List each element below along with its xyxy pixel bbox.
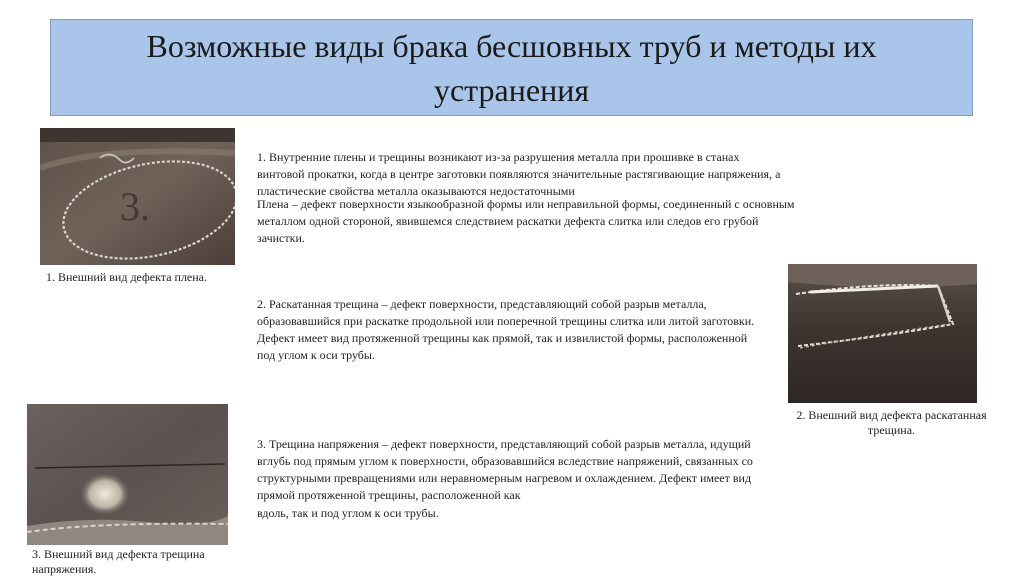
- paragraph-stress-crack-end: вдоль, так и под углом к оси трубы.: [257, 506, 439, 520]
- title-banner: [50, 19, 973, 116]
- svg-text:3.: 3.: [120, 184, 150, 229]
- paragraph-internal-films: 1. Внутренние плены и трещины возникают из-за разрушения металла при прошивке в станах винтовой прокатки, когда в центре заготовки появляются значительные растягивающие напряжения, а пластические свойства металла оказываются недостаточными: [257, 150, 781, 198]
- page-title: Возможные виды брака бесшовных труб и методы их устранения: [146, 27, 877, 108]
- paragraph-rolled-crack: 2. Раскатанная трещина – дефект поверхности, представляющий собой разрыв металла, образовавшийся при раскатке продольной или поперечной трещины слитка или литой заготовки. Дефект имеет вид протяженной трещины как прямой, так и извилистой формы, расположенной под углом к оси трубы.: [257, 297, 755, 362]
- defect-plena-photo: [40, 128, 235, 265]
- defect-napryazheniya-photo: [27, 404, 228, 545]
- defect-raskatannaya-photo: [788, 264, 977, 403]
- paragraph-plena-definition: Плена – дефект поверхности языкообразной формы или неправильной формы, соединенный с основным металлом одной стороной, явившемся следствием раскатки дефекта слитка или следов его грубой зачистки.: [257, 197, 795, 245]
- caption-2: 2. Внешний вид дефекта раскатанная трещина.: [796, 408, 987, 437]
- caption-3: 3. Внешний вид дефекта трещина напряжения.: [32, 547, 205, 576]
- paragraph-stress-crack: 3. Трещина напряжения – дефект поверхности, представляющий собой разрыв металла, идущий вглубь под прямым углом к поверхности, образовавшийся вследствие напряжений, связанных со структурными превращениями или неравномерным нагревом и охлаждением. Дефект имеет вид прямой протяженной трещины, расположенной как: [257, 437, 753, 502]
- caption-1: 1. Внешний вид дефекта плена.: [46, 270, 208, 284]
